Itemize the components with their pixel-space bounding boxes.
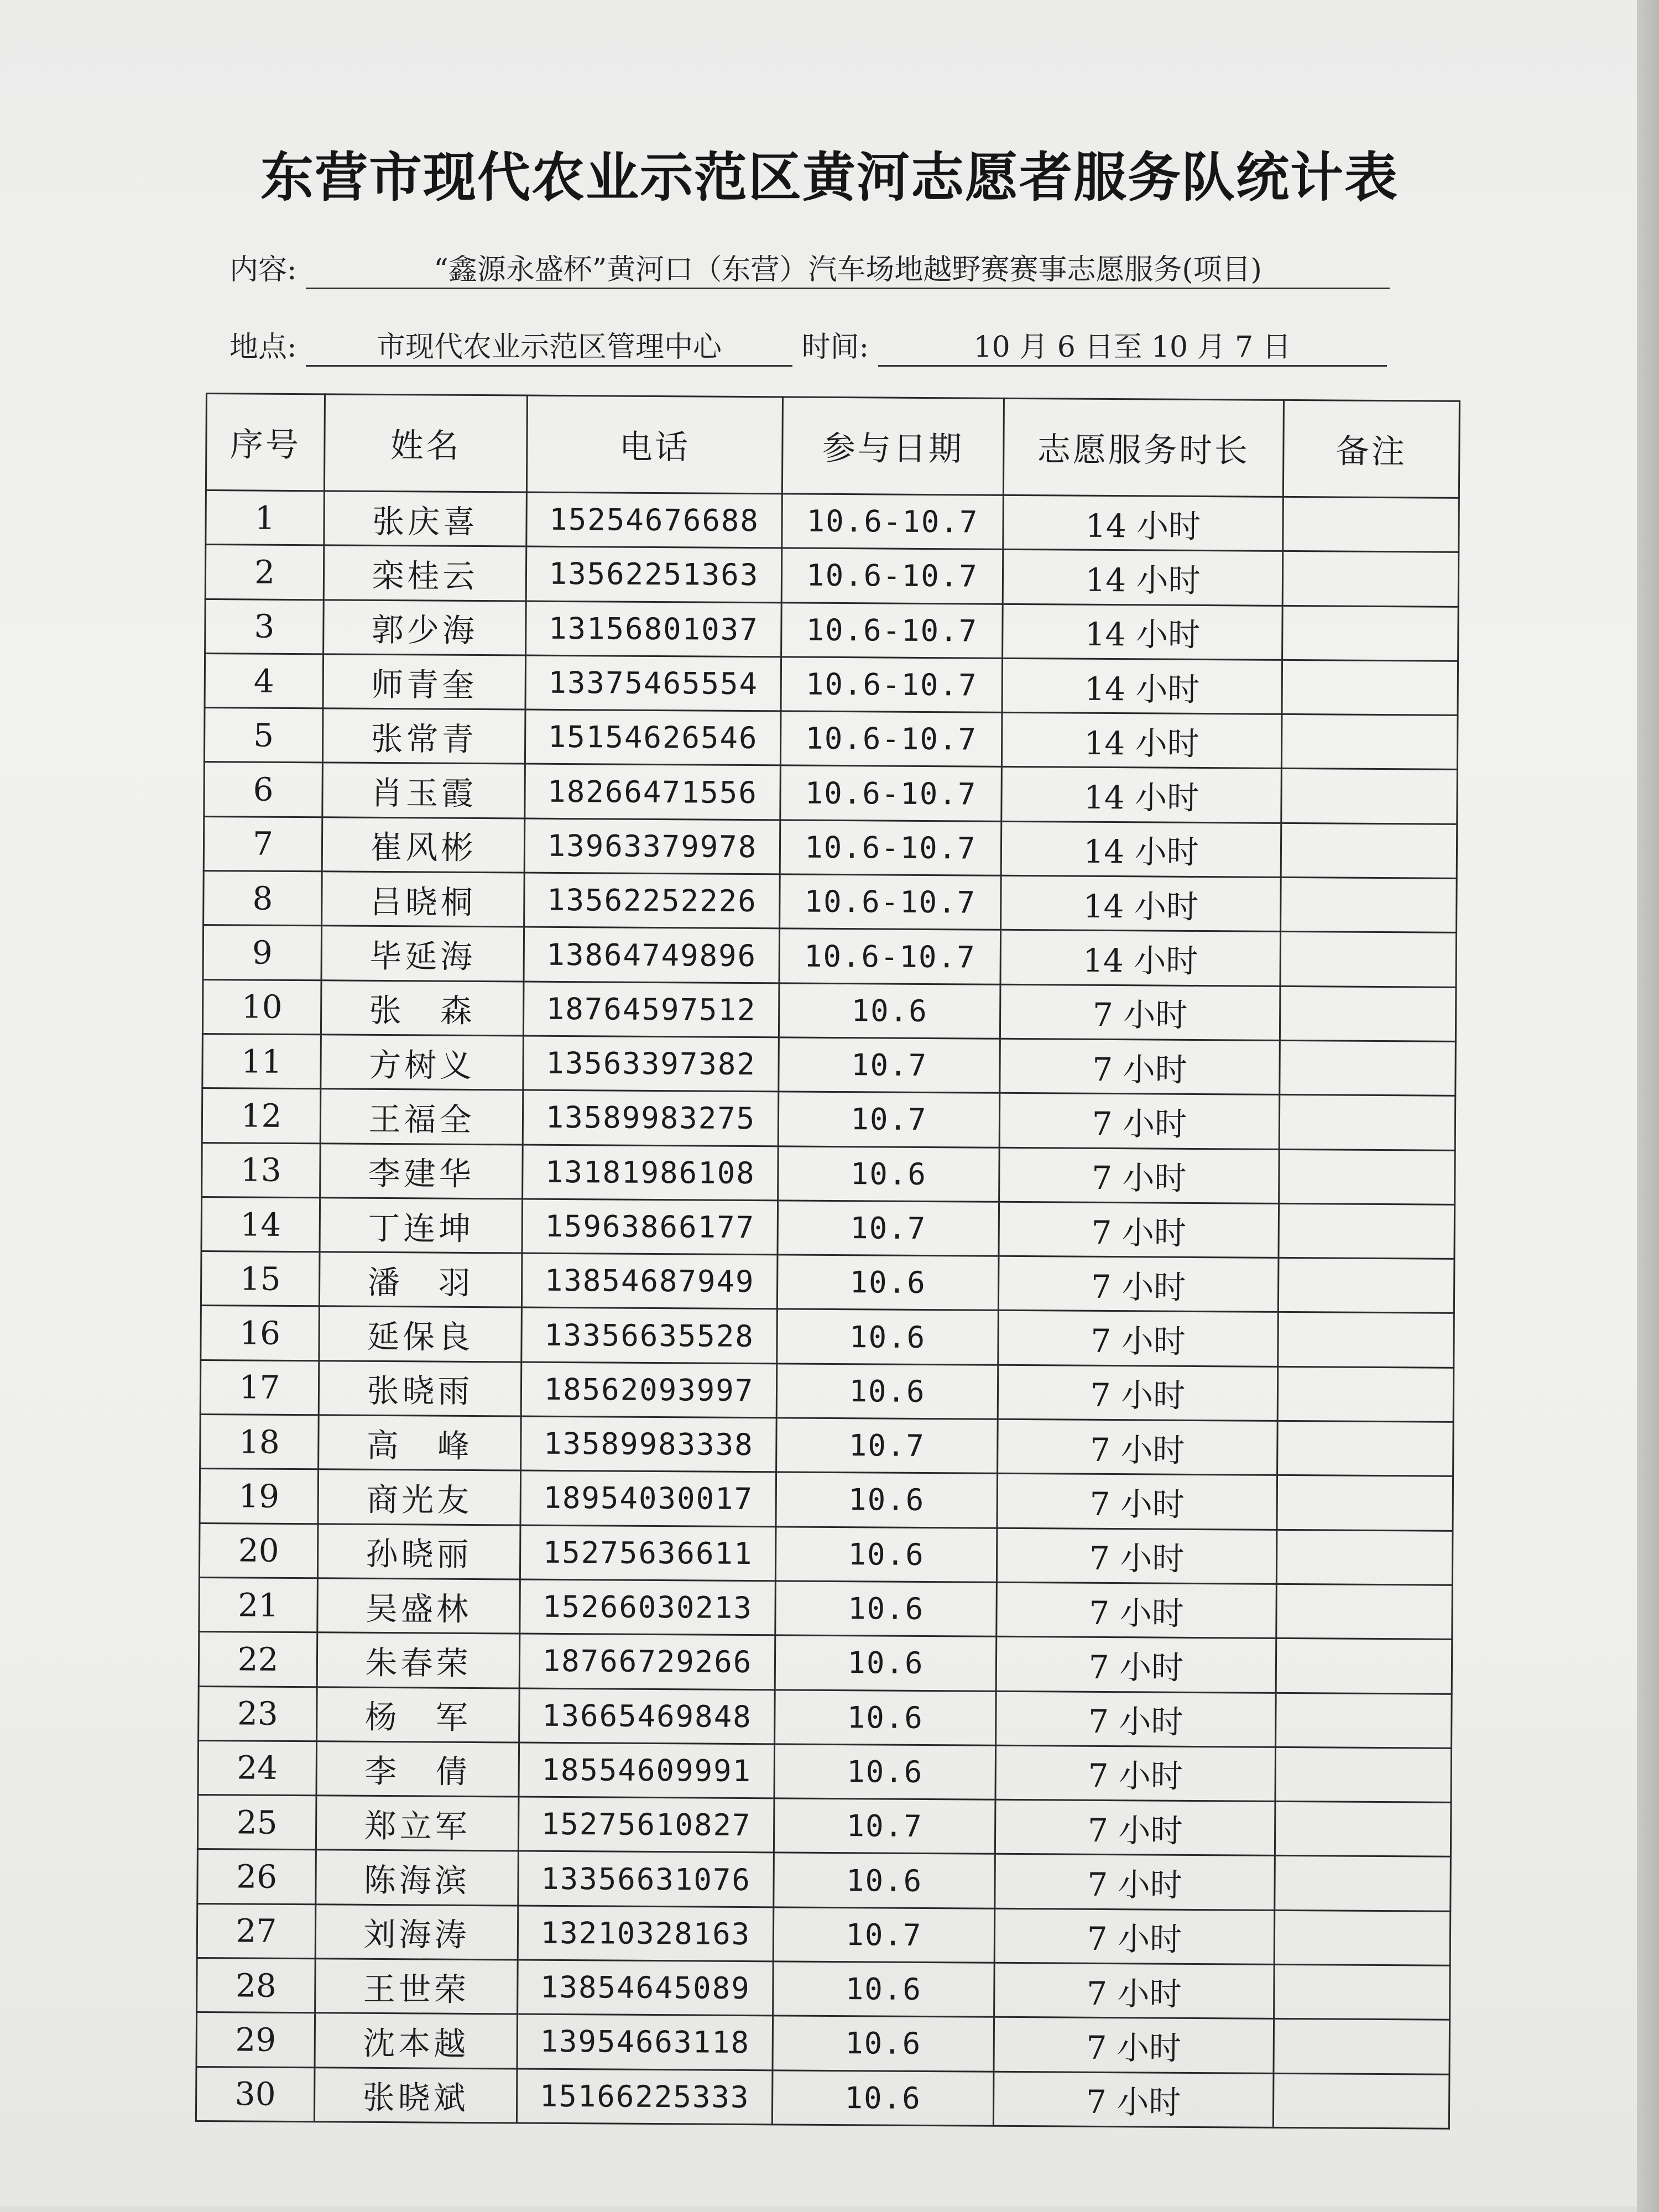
cell-date: 10.6	[775, 1526, 997, 1582]
cell-note	[1275, 1747, 1452, 1802]
cell-no: 5	[204, 708, 323, 763]
cell-phone: 15254676688	[526, 492, 782, 548]
cell-name: 吴盛林	[317, 1578, 520, 1634]
header-phone: 电话	[526, 395, 782, 494]
cell-no: 30	[196, 2067, 315, 2122]
cell-note	[1278, 1258, 1454, 1313]
cell-phone: 18554609991	[519, 1743, 775, 1798]
cell-note	[1277, 1421, 1454, 1476]
cell-phone: 18764597512	[523, 982, 779, 1037]
table-row	[200, 1469, 1453, 1531]
cell-phone: 13854645089	[518, 1960, 774, 2016]
cell-name: 毕延海	[321, 926, 524, 982]
cell-note	[1279, 1203, 1455, 1259]
content-line	[229, 246, 1390, 289]
table-row	[202, 1034, 1456, 1095]
cell-no: 7	[204, 816, 322, 872]
header-note: 备注	[1283, 400, 1459, 498]
cell-note	[1274, 1964, 1451, 2020]
cell-note	[1278, 1312, 1454, 1368]
cell-no: 3	[205, 599, 324, 654]
cell-phone: 13181986108	[523, 1145, 779, 1201]
cell-name: 崔风彬	[322, 817, 525, 873]
cell-no: 11	[202, 1034, 321, 1089]
table-row	[203, 925, 1457, 987]
document-title: 东营市现代农业示范区黄河志愿者服务队统计表	[260, 146, 1399, 208]
cell-phone: 15154626546	[525, 709, 781, 765]
cell-phone: 13562251363	[526, 546, 782, 602]
cell-note	[1282, 551, 1459, 607]
cell-phone: 13854687949	[521, 1253, 778, 1309]
table-row	[204, 708, 1458, 770]
cell-date: 10.6	[777, 1255, 999, 1311]
cell-name: 肖玉霞	[322, 763, 525, 818]
table-row	[197, 1849, 1451, 1911]
time-label: 时间:	[801, 331, 869, 364]
content-label: 内容:	[229, 253, 297, 286]
cell-phone: 13665469848	[519, 1688, 775, 1744]
cell-note	[1275, 1801, 1451, 1856]
cell-note	[1281, 769, 1458, 824]
cell-date: 10.6	[776, 1364, 998, 1420]
cell-note	[1282, 660, 1458, 715]
cell-hours: 7 小时	[994, 2017, 1274, 2073]
table-row	[204, 871, 1457, 933]
cell-no: 2	[205, 545, 324, 600]
cell-no: 26	[197, 1849, 316, 1905]
cell-name: 吕晓桐	[322, 872, 525, 927]
cell-note	[1277, 1475, 1453, 1531]
cell-hours: 7 小时	[998, 1311, 1279, 1366]
table-row	[199, 1577, 1453, 1639]
cell-hours: 7 小时	[999, 1202, 1279, 1258]
cell-phone: 13963379978	[524, 818, 780, 874]
cell-no: 17	[200, 1360, 319, 1415]
cell-hours: 7 小时	[995, 1745, 1276, 1801]
cell-hours: 7 小时	[995, 1854, 1275, 1910]
cell-phone: 18954030017	[520, 1470, 776, 1526]
cell-hours: 14 小时	[1003, 604, 1283, 660]
cell-hours: 14 小时	[1002, 658, 1282, 714]
header-date: 参与日期	[782, 397, 1004, 495]
cell-hours: 7 小时	[997, 1528, 1277, 1584]
cell-date: 10.7	[776, 1418, 998, 1474]
cell-hours: 7 小时	[1000, 984, 1280, 1040]
cell-name: 栾桂云	[324, 545, 526, 601]
cell-no: 1	[206, 491, 325, 546]
table-body	[196, 491, 1459, 2129]
table-row	[198, 1740, 1452, 1802]
table-row	[205, 545, 1459, 607]
cell-date: 10.6-10.7	[781, 657, 1003, 713]
cell-date: 10.7	[774, 1798, 995, 1854]
cell-date: 10.6-10.7	[780, 820, 1001, 876]
cell-note	[1282, 606, 1459, 661]
cell-date: 10.7	[778, 1092, 1000, 1147]
cell-no: 13	[202, 1142, 321, 1198]
table-row	[197, 1795, 1451, 1857]
cell-phone: 13563397382	[523, 1036, 779, 1092]
cell-no: 29	[196, 2012, 315, 2068]
cell-no: 14	[201, 1197, 320, 1252]
table-row	[202, 1142, 1455, 1204]
cell-phone: 13210328163	[518, 1906, 774, 1961]
cell-phone: 15275636611	[520, 1525, 776, 1581]
cell-hours: 7 小时	[1000, 1039, 1280, 1094]
cell-name: 张 森	[321, 980, 524, 1036]
cell-phone: 13356635528	[521, 1307, 778, 1363]
table-row	[200, 1415, 1454, 1477]
cell-note	[1281, 823, 1457, 878]
cell-note	[1276, 1693, 1452, 1748]
time-value: 10 月 6 日至 10 月 7 日	[878, 324, 1387, 367]
cell-name: 王世荣	[315, 1959, 518, 2015]
cell-hours: 7 小时	[994, 1908, 1275, 1964]
cell-date: 10.6	[779, 983, 1000, 1039]
cell-note	[1280, 932, 1457, 987]
table-row	[200, 1360, 1454, 1422]
cell-name: 方树义	[321, 1035, 524, 1091]
cell-name: 郑立军	[316, 1796, 519, 1851]
cell-name: 杨 军	[317, 1687, 520, 1743]
cell-hours: 7 小时	[999, 1093, 1280, 1149]
cell-name: 张晓斌	[314, 2067, 517, 2123]
cell-hours: 7 小时	[998, 1256, 1279, 1312]
cell-hours: 14 小时	[1003, 550, 1283, 606]
cell-no: 8	[204, 871, 322, 926]
cell-note	[1280, 1040, 1456, 1095]
table-row	[199, 1523, 1453, 1585]
table-header-row	[206, 394, 1459, 498]
cell-phone: 15963866177	[522, 1199, 778, 1255]
cell-hours: 7 小时	[993, 2072, 1274, 2127]
cell-name: 刘海涛	[315, 1904, 518, 1960]
cell-note	[1274, 1910, 1451, 1965]
content-value: “鑫源永盛杯”黄河口（东营）汽车场地越野赛赛事志愿服务(项目)	[306, 246, 1390, 289]
cell-phone: 18266471556	[525, 764, 781, 820]
cell-name: 陈海滨	[316, 1850, 519, 1906]
cell-date: 10.6	[777, 1309, 999, 1365]
table-row	[205, 653, 1458, 715]
cell-phone: 13375465554	[525, 655, 781, 711]
cell-no: 12	[202, 1088, 321, 1144]
cell-no: 22	[199, 1632, 317, 1687]
table-row	[199, 1686, 1452, 1748]
cell-name: 潘 羽	[319, 1252, 522, 1308]
cell-phone: 15166225333	[517, 2069, 773, 2125]
cell-no: 15	[201, 1251, 320, 1307]
cell-name: 师青奎	[323, 654, 526, 710]
cell-hours: 14 小时	[1003, 495, 1284, 551]
table-row	[196, 2067, 1449, 2128]
volunteer-table	[195, 393, 1460, 2130]
cell-no: 23	[199, 1686, 317, 1741]
cell-phone: 18562093997	[521, 1362, 777, 1418]
cell-no: 16	[201, 1306, 320, 1361]
location-value: 市现代农业示范区管理中心	[306, 324, 792, 367]
cell-no: 18	[200, 1415, 319, 1470]
cell-note	[1276, 1639, 1452, 1694]
cell-phone: 15266030213	[520, 1579, 776, 1635]
cell-note	[1275, 1856, 1451, 1911]
cell-note	[1283, 497, 1459, 552]
cell-hours: 14 小时	[1001, 767, 1282, 823]
background-edge	[1637, 0, 1659, 2212]
cell-date: 10.6	[775, 1689, 997, 1745]
cell-date: 10.6	[776, 1472, 998, 1528]
cell-phone: 13589983275	[523, 1090, 779, 1146]
cell-date: 10.6-10.7	[780, 711, 1002, 767]
cell-date: 10.7	[773, 1907, 995, 1963]
table-row	[202, 1088, 1455, 1150]
table-row	[206, 491, 1459, 552]
cell-hours: 14 小时	[1001, 875, 1281, 931]
cell-date: 10.6-10.7	[779, 928, 1001, 984]
cell-note	[1277, 1366, 1454, 1422]
cell-name: 郭少海	[324, 599, 526, 655]
cell-no: 10	[202, 979, 321, 1035]
cell-date: 10.6	[774, 1744, 996, 1800]
table-row	[202, 979, 1456, 1041]
table-row	[197, 1958, 1451, 2020]
cell-note	[1273, 2073, 1449, 2128]
cell-date: 10.6	[775, 1581, 997, 1637]
cell-hours: 7 小时	[998, 1365, 1278, 1421]
cell-note	[1281, 877, 1457, 932]
cell-name: 张常青	[322, 708, 525, 764]
cell-no: 24	[198, 1740, 317, 1796]
cell-phone: 13864749896	[524, 927, 780, 983]
cell-date: 10.6	[772, 2070, 994, 2126]
cell-note	[1281, 714, 1458, 770]
cell-phone: 15275610827	[518, 1797, 774, 1853]
cell-note	[1276, 1584, 1453, 1639]
cell-hours: 14 小时	[1000, 930, 1281, 986]
table-row	[197, 1903, 1451, 1965]
cell-phone: 13954663118	[517, 2014, 773, 2070]
cell-no: 21	[199, 1577, 318, 1632]
cell-hours: 7 小时	[994, 1963, 1275, 2018]
cell-date: 10.6	[773, 1961, 995, 2017]
cell-phone: 13589983338	[521, 1416, 777, 1472]
cell-date: 10.7	[778, 1201, 999, 1256]
cell-no: 9	[203, 925, 322, 980]
cell-hours: 7 小时	[999, 1147, 1280, 1203]
table-row	[204, 762, 1458, 824]
cell-no: 20	[199, 1523, 318, 1578]
table-row	[201, 1197, 1455, 1259]
cell-note	[1279, 1095, 1455, 1150]
cell-phone: 13156801037	[526, 601, 782, 657]
cell-name: 张晓雨	[319, 1361, 521, 1417]
cell-hours: 7 小时	[997, 1474, 1277, 1530]
table-row	[201, 1306, 1454, 1368]
cell-name: 商光友	[318, 1469, 521, 1525]
header-name: 姓名	[324, 394, 527, 492]
header-no: 序号	[206, 394, 325, 491]
cell-name: 高 峰	[319, 1415, 521, 1471]
cell-date: 10.6-10.7	[781, 548, 1003, 604]
cell-name: 丁连坤	[320, 1198, 523, 1254]
cell-date: 10.6	[778, 1146, 1000, 1202]
cell-no: 19	[200, 1469, 319, 1524]
cell-date: 10.6	[775, 1635, 997, 1691]
cell-phone: 18766729266	[519, 1634, 775, 1689]
table-row	[196, 2012, 1450, 2074]
table-row	[205, 599, 1459, 661]
cell-note	[1276, 1530, 1453, 1585]
table-row	[199, 1632, 1452, 1694]
cell-no: 27	[197, 1903, 316, 1959]
cell-note	[1279, 1149, 1455, 1204]
cell-date: 10.6	[774, 1853, 995, 1908]
header-hours: 志愿服务时长	[1003, 398, 1284, 497]
cell-no: 4	[205, 653, 324, 708]
cell-date: 10.6-10.7	[780, 874, 1001, 930]
cell-name: 延保良	[319, 1306, 522, 1362]
table-row	[201, 1251, 1454, 1313]
cell-no: 28	[197, 1958, 316, 2013]
cell-note	[1274, 2019, 1450, 2074]
cell-name: 孙晓丽	[317, 1524, 520, 1579]
cell-name: 李建华	[320, 1143, 523, 1199]
location-label: 地点:	[229, 331, 297, 364]
table-row	[204, 816, 1457, 878]
cell-hours: 7 小时	[997, 1582, 1277, 1638]
cell-name: 王福全	[320, 1089, 523, 1145]
cell-hours: 7 小时	[996, 1637, 1276, 1693]
location-time-line	[229, 324, 1387, 367]
cell-name: 李 倩	[316, 1741, 519, 1797]
cell-date: 10.6-10.7	[782, 494, 1004, 550]
cell-name: 朱春荣	[317, 1632, 520, 1688]
cell-phone: 13356631076	[518, 1851, 774, 1907]
volunteer-table-wrap	[206, 393, 1459, 2122]
cell-no: 6	[204, 762, 323, 817]
cell-date: 10.6-10.7	[781, 602, 1003, 658]
cell-date: 10.6-10.7	[780, 765, 1002, 821]
cell-hours: 7 小时	[995, 1799, 1275, 1855]
cell-name: 张庆喜	[324, 491, 527, 547]
cell-no: 25	[197, 1795, 316, 1850]
cell-hours: 7 小时	[996, 1691, 1276, 1747]
cell-hours: 14 小时	[1001, 821, 1281, 877]
cell-note	[1280, 986, 1456, 1041]
cell-name: 沈本越	[315, 2013, 518, 2069]
cell-date: 10.6	[773, 2016, 994, 2072]
cell-hours: 14 小时	[1001, 712, 1282, 768]
cell-date: 10.7	[779, 1037, 1000, 1093]
cell-hours: 7 小时	[998, 1419, 1278, 1475]
cell-phone: 13562252226	[524, 873, 780, 928]
